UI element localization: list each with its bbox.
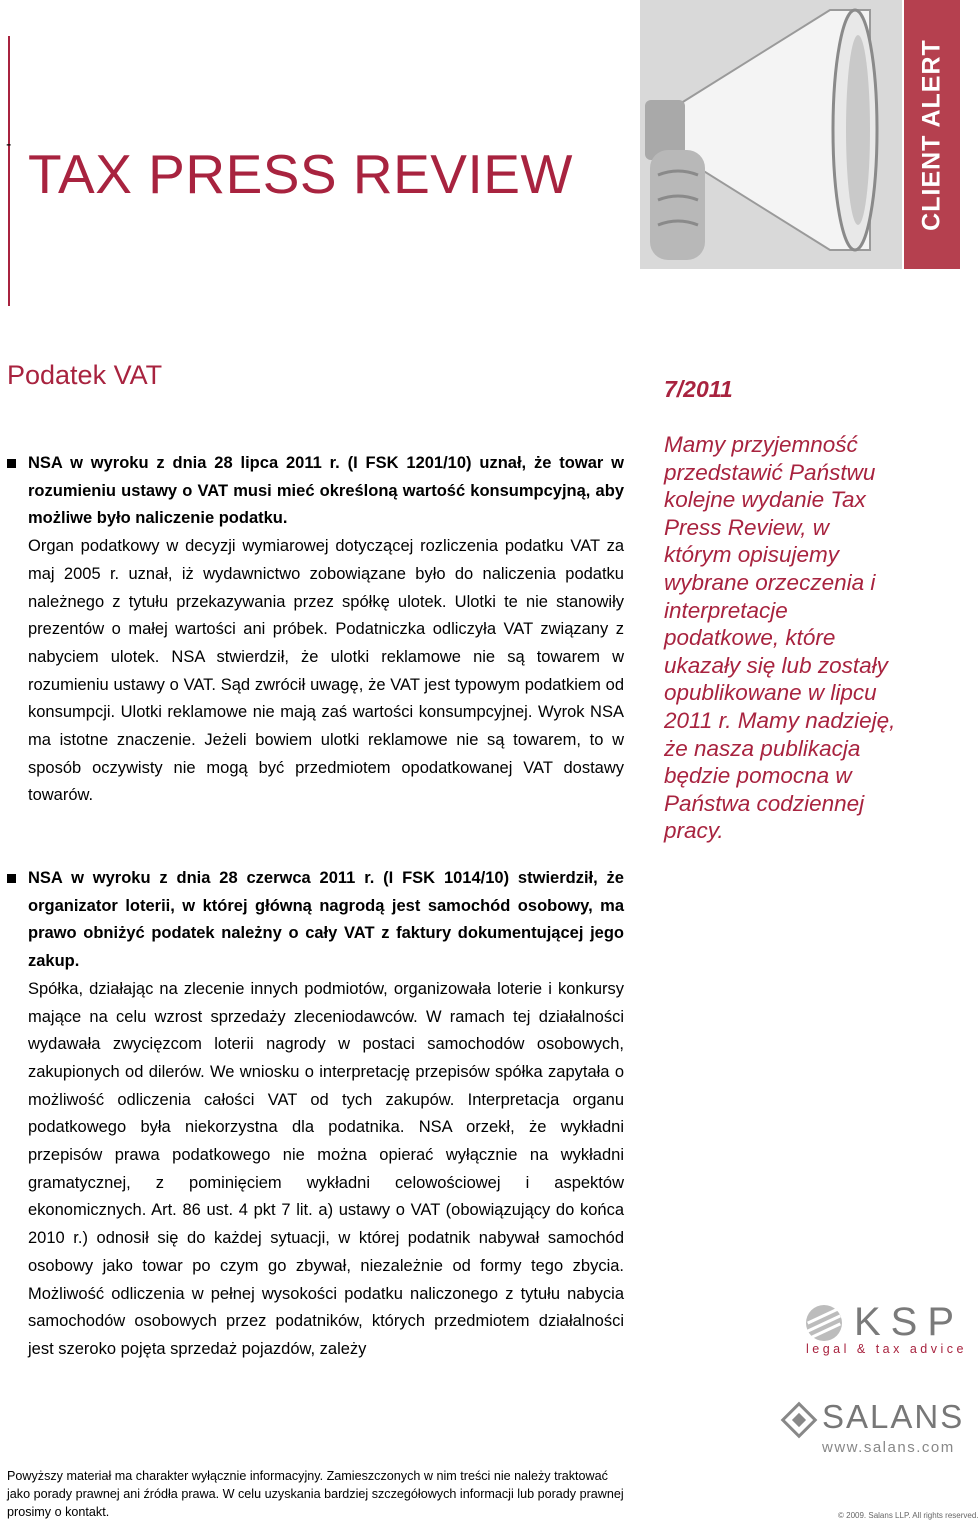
bullet-square-icon bbox=[7, 874, 16, 883]
copyright: © 2009. Salans LLP. All rights reserved. bbox=[838, 1511, 979, 1520]
megaphone-image bbox=[640, 0, 902, 269]
salans-name: SALANS bbox=[822, 1398, 965, 1435]
ksp-tagline: legal & tax advice bbox=[806, 1342, 967, 1356]
ksp-logo bbox=[776, 1300, 967, 1360]
header-dash: - bbox=[6, 136, 12, 153]
ksp-name: KSP bbox=[854, 1300, 965, 1344]
article-item bbox=[7, 450, 624, 810]
article-paragraph bbox=[28, 865, 624, 1364]
page-title: TAX PRESS REVIEW bbox=[28, 143, 573, 205]
vertical-rule bbox=[8, 36, 10, 306]
intro-text: Mamy przyjemność przedstawić Państwu kolejne wydanie Tax Press Review, w którym opisujemy wybrane orzeczenia i interpretacje podatkowe, które ukazały się lub zostały opublikowane w lipcu 2011 r. Mamy nadzieję, że nasza publikacja będzie pomocna w Państwa codziennej pracy. bbox=[664, 432, 896, 844]
bullet-square-icon bbox=[7, 459, 16, 468]
article-paragraph bbox=[28, 450, 624, 810]
salans-logo bbox=[778, 1395, 965, 1465]
salans-url: www.salans.com bbox=[822, 1439, 955, 1456]
article-body: Organ podatkowy w decyzji wymiarowej dotyczącej rozliczenia podatku VAT za maj 2005 r. uznał, iż wydawnictwo zobowiązane było do naliczenia podatku należnego z tytułu przekazywania przez spółkę ulotek. Ulotki te nie stanowiły prezentów o małej wartości ani próbek. Podatniczka odliczyła VAT związany z nabyciem ulotek. NSA stwierdził, że ulotki reklamowe nie są towarem w rozumieniu ustawy o VAT. Sąd zwrócił uwagę, że VAT jest typowym podatkiem od konsumpcji. Ulotki reklamowe nie mają zaś wartości konsumpcyjnej. Wyrok NSA ma istotne znaczenie. Jeżeli bowiem ulotki reklamowe nie są towarem, to w sposób oczywisty nie mogą być przedmiotem opodatkowanej VAT dostawy towarów. bbox=[28, 537, 624, 805]
article-body: Spółka, działając na zlecenie innych podmiotów, organizowała loterie i konkursy mające na celu wzrost sprzedaży zleceniodawców. W ramach tej działalności wydawała zwycięzcom loterii nagrody w postaci samochodów osobowych, zakupionych od dilerów. We wniosku o interpretację przepisów spółka zapytała o możliwość odliczenia całości VAT od tych zakupów. Interpretacja organu podatkowego była niekorzystna dla podatnika. NSA orzekł, że wykładni przepisów prawa podatkowego nie można opierać wyłącznie na wykładni gramatycznej, z pominięciem wykładni celowościowej i aspektów ekonomicznych. Art. 86 ust. 4 pkt 7 lit. a) ustawy o VAT (obowiązujący do końca 2010 r.) odnosił się do każdej sytuacji, w której podatnik nabywał samochód osobowy jako towar po czym go zbywał, niezależnie od formy tego zbycia. Możliwość odliczenia w pełnej wysokości podatku naliczonego z tytułu nabycia samochodów osobowych przez podatników, których przedmiotem działalności jest szeroko pojęta sprzedaż pojazdów, zależy bbox=[28, 979, 624, 1358]
client-alert-label: CLIENT ALERT bbox=[917, 38, 946, 231]
client-alert-label-wrap bbox=[904, 0, 960, 269]
article-lead: NSA w wyroku z dnia 28 czerwca 2011 r. (I FSK 1014/10) stwierdził, że organizator loterii, w której główną nagrodą jest samochód osobowy, ma prawo obniżyć podatek należny o cały VAT z faktury dokumentującej jego zakup. bbox=[28, 869, 624, 971]
article-item bbox=[7, 865, 624, 1364]
section-title: Podatek VAT bbox=[7, 360, 163, 390]
article-lead: NSA w wyroku z dnia 28 lipca 2011 r. (I FSK 1201/10) uznał, że towar w rozumieniu ustawy o VAT musi mieć określoną wartość konsumpcyjną, aby możliwe było naliczenie podatku. bbox=[28, 454, 624, 528]
disclaimer: Powyższy materiał ma charakter wyłącznie informacyjny. Zamieszczonych w nim treści nie należy traktować jako porady prawnej ani źródła prawa. W celu uzyskania bardziej szczegółowych informacji lub porady prawnej prosimy o kontakt. bbox=[7, 1469, 624, 1520]
issue-number: 7/2011 bbox=[664, 376, 733, 402]
ksp-logo-icon bbox=[806, 1305, 842, 1341]
